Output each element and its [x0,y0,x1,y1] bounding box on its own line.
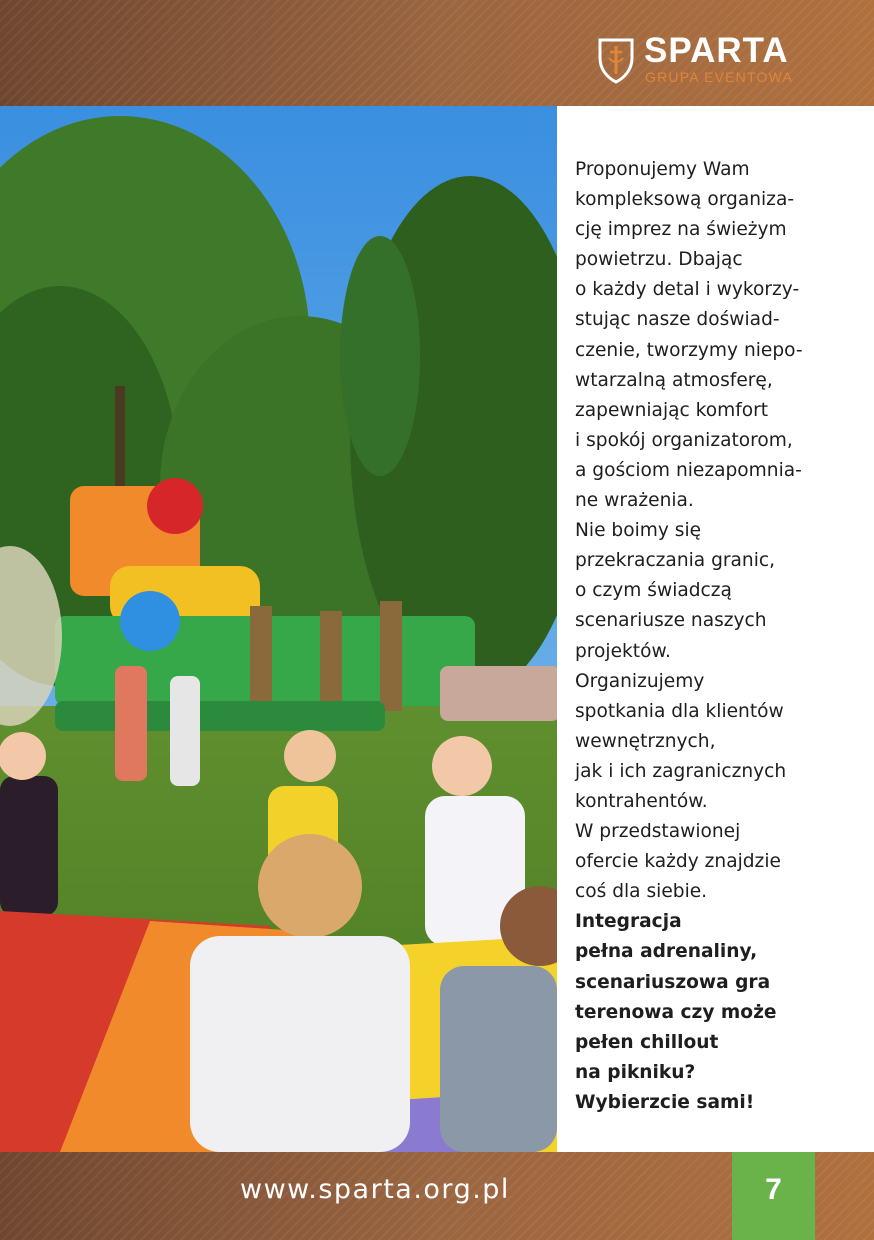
clients-paragraph: Organizujemy spotkania dla klientów wewnętrznych, jak i ich zagranicznych kontrahentów. [575,670,787,812]
offer-paragraph: W przedstawionej ofercie każdy znajdzie coś dla siebie. [575,821,781,903]
logo-subtitle: GRUPA EVENTOWA [645,69,794,85]
page-number: 7 [765,1173,782,1206]
highlight-paragraph: Integracja pełna adrenaliny, scenariuszowa gra terenowa czy może pełen chillout na pikniku? Wybierzcie sami! [575,911,777,1113]
text-column [575,155,865,1118]
boundaries-paragraph: Nie boimy się przekraczania granic, o czym świadczą scenariusze naszych projektów. [575,520,776,662]
header-band [0,0,874,106]
photo-children-picnic [0,106,557,1152]
page-number-box [732,1152,815,1240]
shield-sword-icon [596,36,636,84]
intro-paragraph: Proponujemy Wam kompleksową organiza- cję imprez na świeżym powietrzu. Dbając o każdy detal i wykorzy- stując nasze doświad- czenie, tworzymy niepo- wtarzalną atmosferę, zapewniając komfort i spokój organizatorom, a gościom niezapomnia- ne wrażenia. [575,159,803,512]
sparta-logo[interactable] [596,31,816,90]
website-link[interactable]: www.sparta.org.pl [240,1174,510,1205]
logo-name: SPARTA [644,31,789,70]
